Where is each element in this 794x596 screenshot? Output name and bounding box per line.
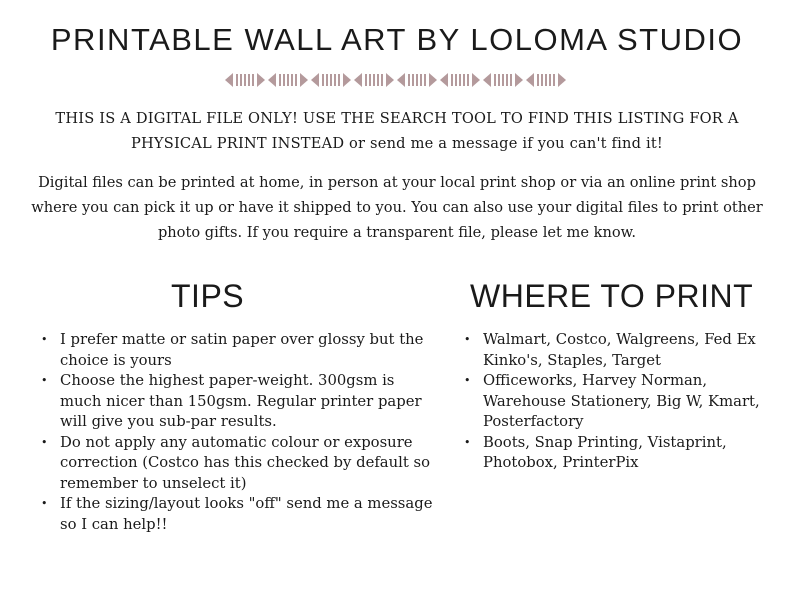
divider-stripe <box>545 74 547 86</box>
divider-stripe <box>322 74 324 86</box>
digital-file-notice: THIS IS A DIGITAL FILE ONLY! USE THE SEARCH TOOL TO FIND THIS LISTING FOR A PHYSICAL PRINT INSTEAD or send me a message if you can't find it! <box>55 110 739 152</box>
divider-arrow-left <box>440 73 448 87</box>
divider-stripe <box>338 74 340 86</box>
divider-stripe <box>494 74 496 86</box>
divider-arrow-right <box>515 73 523 87</box>
divider-stripe <box>236 74 238 86</box>
divider-stripe <box>369 74 371 86</box>
divider-arrow-left <box>397 73 405 87</box>
divider-arrow-right <box>558 73 566 87</box>
page-title: PRINTABLE WALL ART BY LOLOMA STUDIO <box>50 22 744 57</box>
where-to-print-list <box>463 330 763 474</box>
divider-arrow-left <box>526 73 534 87</box>
divider-stripe <box>424 74 426 86</box>
intro-paragraph: Digital files can be printed at home, in person at your local print shop or via an online print shop where you can pick it up or have it shipped to you. You can also use your digital files to print other photo gifts. If you require a transparent file, please let me know. <box>31 174 763 241</box>
divider-stripe <box>240 74 242 86</box>
divider-stripe <box>463 74 465 86</box>
divider-stripe <box>506 74 508 86</box>
divider-arrow-right <box>472 73 480 87</box>
print-shop-item: • Officeworks, Harvey Norman, Warehouse Stationery, Big W, Kmart, Posterfactory <box>463 371 763 433</box>
tips-list <box>40 330 440 535</box>
divider-stripe <box>412 74 414 86</box>
tip-item: • If the sizing/layout looks "off" send me a message so I can help!! <box>40 494 440 535</box>
divider-stripe <box>381 74 383 86</box>
tip-item: • Choose the highest paper-weight. 300gsm is much nicer than 150gsm. Regular printer paper will give you sub-par results. <box>40 371 440 433</box>
divider-arrow-right <box>257 73 265 87</box>
divider-stripe <box>252 74 254 86</box>
divider-stripe <box>365 74 367 86</box>
divider-stripe <box>553 74 555 86</box>
divider-arrow-right <box>386 73 394 87</box>
divider-stripe <box>330 74 332 86</box>
divider-stripe <box>455 74 457 86</box>
divider-stripe <box>549 74 551 86</box>
divider-stripe <box>279 74 281 86</box>
divider-stripe <box>291 74 293 86</box>
divider-stripe <box>502 74 504 86</box>
divider-arrow-left <box>354 73 362 87</box>
decorative-divider <box>225 70 569 90</box>
divider-arrow-left <box>268 73 276 87</box>
divider-stripe <box>283 74 285 86</box>
divider-arrow-right <box>343 73 351 87</box>
divider-pattern <box>225 73 566 87</box>
divider-arrow-right <box>429 73 437 87</box>
print-shop-item: • Boots, Snap Printing, Vistaprint, Photobox, PrinterPix <box>463 433 763 474</box>
divider-stripe <box>541 74 543 86</box>
divider-stripe <box>459 74 461 86</box>
divider-stripe <box>467 74 469 86</box>
tips-heading: TIPS <box>171 278 245 314</box>
divider-stripe <box>287 74 289 86</box>
divider-stripe <box>326 74 328 86</box>
divider-arrow-left <box>311 73 319 87</box>
divider-stripe <box>510 74 512 86</box>
divider-stripe <box>295 74 297 86</box>
divider-stripe <box>334 74 336 86</box>
divider-stripe <box>537 74 539 86</box>
divider-stripe <box>244 74 246 86</box>
divider-stripe <box>408 74 410 86</box>
divider-arrow-left <box>483 73 491 87</box>
divider-stripe <box>377 74 379 86</box>
tip-item: • Do not apply any automatic colour or exposure correction (Costco has this checked by default so remember to unselect it) <box>40 433 440 495</box>
divider-stripe <box>373 74 375 86</box>
divider-stripe <box>451 74 453 86</box>
divider-stripe <box>498 74 500 86</box>
divider-stripe <box>420 74 422 86</box>
where-to-print-heading: WHERE TO PRINT <box>470 278 754 314</box>
tip-item: • I prefer matte or satin paper over glossy but the choice is yours <box>40 330 440 371</box>
divider-arrow-right <box>300 73 308 87</box>
print-shop-item: • Walmart, Costco, Walgreens, Fed Ex Kinko's, Staples, Target <box>463 330 763 371</box>
divider-stripe <box>416 74 418 86</box>
divider-stripe <box>248 74 250 86</box>
divider-arrow-left <box>225 73 233 87</box>
